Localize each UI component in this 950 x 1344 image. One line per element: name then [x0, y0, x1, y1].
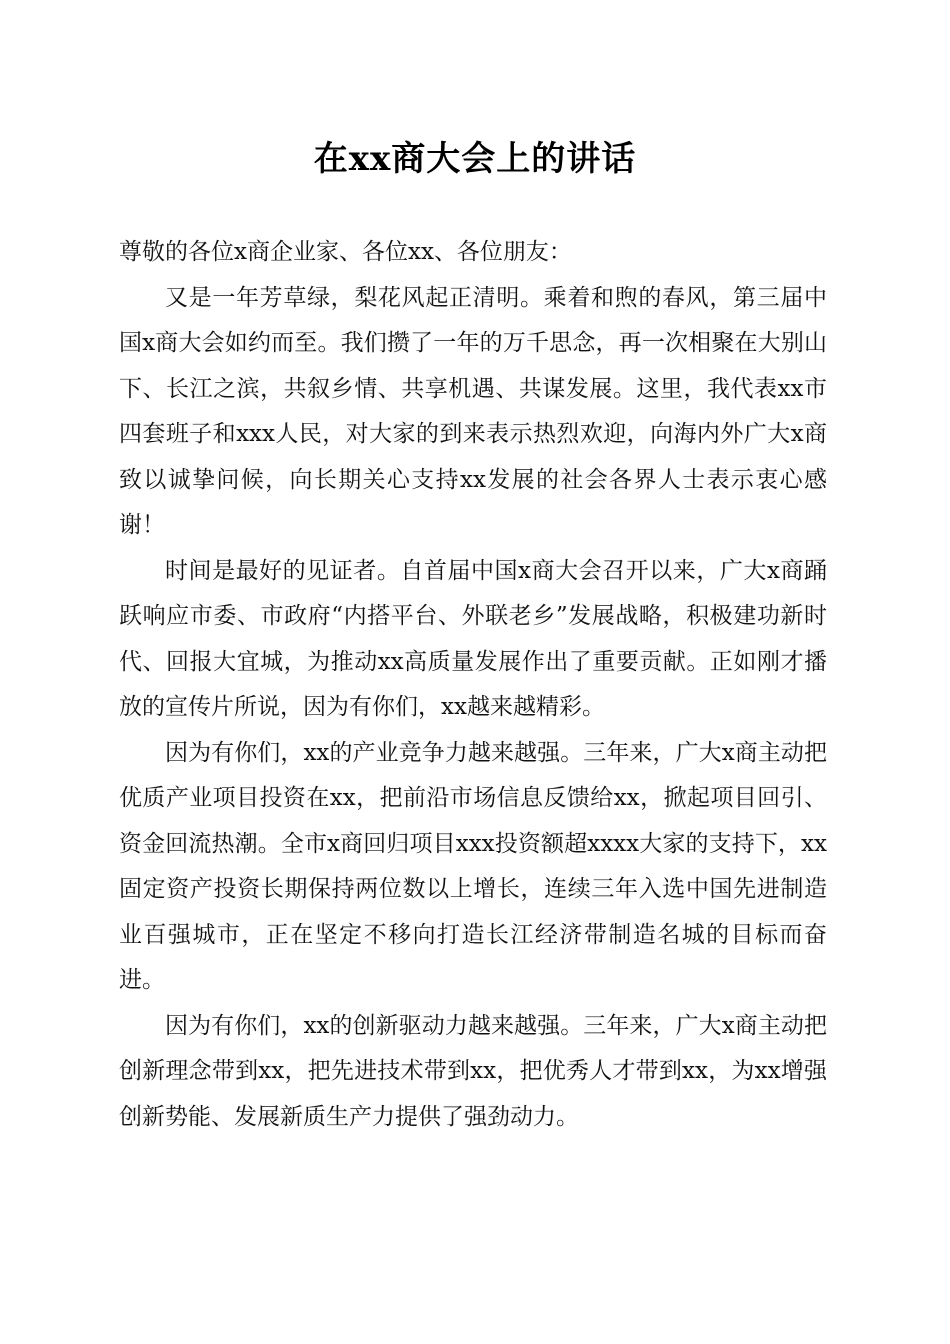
document-title: 在xx商大会上的讲话 — [313, 139, 637, 179]
paragraph-4: 因为有你们，xx的创新驱动力越来越强。三年来，广大x商主动把创新理念带到xx，把先进技术带到xx，把优秀人才带到xx，为xx增强创新势能、发展新质生产力提供了强劲动力。 — [119, 1012, 827, 1130]
salutation: 尊敬的各位x商企业家、各位xx、各位朋友： — [119, 239, 572, 265]
paragraph-3: 因为有你们，xx的产业竞争力越来越强。三年来，广大x商主动把优质产业项目投资在xx，把前沿市场信息反馈给xx，掀起项目回引、资金回流热潮。全市x商回归项目xxx投资额超xxxx大家的支持下，xx固定资产投资长期保持两位数以上增长，连续三年入选中国先进制造业百强城市，正在坚定不移向打造长江经济带制造名城的目标而奋进。 — [119, 739, 827, 993]
paragraph-1: 又是一年芳草绿，梨花风起正清明。乘着和煦的春风，第三届中国x商大会如约而至。我们攒了一年的万千思念，再一次相聚在大别山下、长江之滨，共叙乡情、共享机遇、共谋发展。这里，我代表xx市四套班子和xxx人民，对大家的到来表示热烈欢迎，向海内外广大x商致以诚挚问候，向长期关心支持xx发展的社会各界人士表示衷心感谢！ — [119, 284, 827, 538]
document-body — [119, 230, 827, 1140]
paragraph-2: 时间是最好的见证者。自首届中国x商大会召开以来，广大x商踊跃响应市委、市政府“内搭平台、外联老乡”发展战略，积极建功新时代、回报大宜城，为推动xx高质量发展作出了重要贡献。正如刚才播放的宣传片所说，因为有你们，xx越来越精彩。 — [119, 557, 827, 720]
